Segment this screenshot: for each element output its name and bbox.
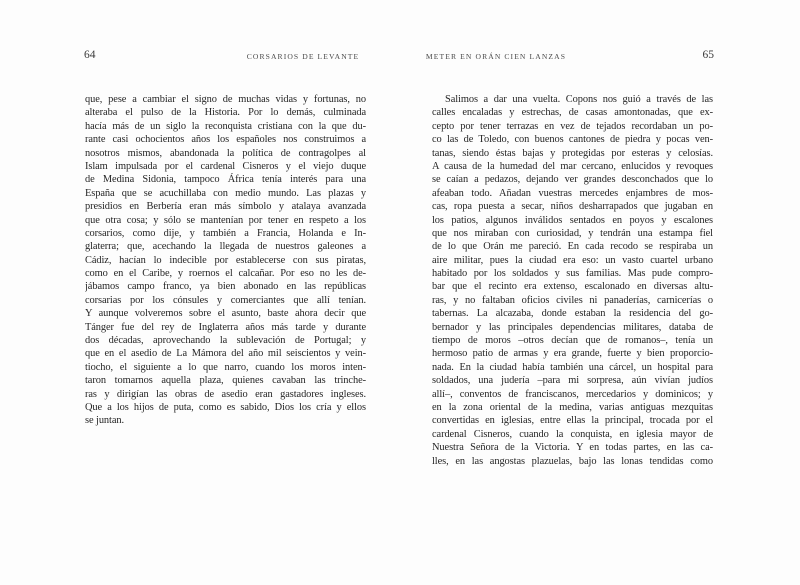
text-line: soldados, una judería –para mi sorpresa, aún vivían judíos — [432, 375, 713, 387]
text-line: se caían a pedazos, dejando ver grandes desconchados que lo — [432, 174, 713, 186]
text-line: habitado por los soldados y sus familias. Mas pude compro- — [432, 268, 713, 280]
text-line: de lo que Orán me pareció. En cada recodo se respiraba un — [432, 241, 713, 253]
text-line: nosotros mismos, abandonada la política de contragolpes al — [85, 147, 366, 159]
text-line: hermoso patio de armas y era grande, fuerte y bien proporcio- — [432, 348, 713, 360]
text-line: tanas, siendo éstas bajas y protegidas por esteras y celosías. — [432, 147, 713, 159]
text-line: que, pese a cambiar el signo de muchas vidas y fortunas, no — [85, 94, 366, 105]
text-line: nada. En la ciudad había también una cárcel, un hospital para — [432, 361, 713, 373]
text-line: calles encaladas y estrechas, de casas amontonadas, que ex- — [432, 107, 713, 119]
text-line: en la zona oriental de la medina, varias antiguas mezquitas — [432, 401, 713, 413]
right-page-text-block — [432, 93, 713, 468]
text-line: Y aunque volveremos sobre el asunto, baste ahora decir que — [85, 308, 366, 320]
page-number-right: 65 — [702, 49, 714, 61]
text-line: A causa de la humedad del mar cercano, enlucidos y revoques — [432, 160, 713, 172]
left-page-text-block — [85, 93, 366, 428]
text-line: bar que el recinto era extenso, escalonado en diversas altu- — [432, 281, 713, 293]
text-line: que nos miraban con curiosidad, y tendrán una estampa fiel — [432, 227, 713, 239]
text-line: co las de Toledo, con buenos cantones de piedra y pocas ven- — [432, 134, 713, 146]
text-line: Salimos a dar una vuelta. Copons nos guió a través de las — [445, 94, 713, 105]
text-line: se juntan. — [85, 415, 125, 427]
text-line: Islam impulsada por el cardenal Cisneros y el viejo duque — [85, 160, 366, 172]
text-line: hacía más de un siglo la reconquista cristiana con la que du- — [85, 120, 366, 132]
text-line: corsarios, como dije, y también a Francia, Holanda e In- — [85, 227, 366, 239]
text-line: afeaban todo. Añadan vuestras mercedes enjambres de mos- — [432, 187, 713, 199]
text-line: allí–, conventos de franciscanos, mercedarios y dominicos; y — [432, 388, 713, 400]
text-line: los patios, algunos inválidos sentados en poyos y escalones — [432, 214, 713, 226]
text-line: que en el asedio de La Mámora del año mil seiscientos y vein- — [85, 348, 366, 360]
text-line: de Medina Sidonia, tampoco África tenía interés para una — [85, 174, 366, 186]
text-line: ras y dirigían las obras de asedio eran gastadores ingleses. — [85, 388, 366, 400]
text-line: aire militar, pues la ciudad era eso: un vasto cuartel urbano — [432, 254, 713, 266]
text-line: dos décadas, aprovechando la sublevación de Portugal; y — [85, 335, 366, 347]
text-line: tabernas. La alcazaba, donde estaban la residencia del go- — [432, 308, 713, 320]
text-line: bernador y las principales dependencias militares, databa de — [432, 321, 713, 333]
running-head-left: CORSARIOS DE LEVANTE — [246, 52, 360, 61]
text-line: Tánger fue del rey de Inglaterra años más tarde y durante — [85, 321, 366, 333]
text-line: Cádiz, hacían lo indecible por establecerse con sus piratas, — [85, 254, 366, 266]
text-line: alteraba el pulso de la Historia. Por lo demás, culminada — [85, 107, 366, 119]
text-line: como en el Caribe, y roernos el calcañar. Por eso no les de- — [85, 268, 366, 280]
text-line: convertidas en iglesias, entre ellas la principal, trocada por el — [432, 415, 713, 427]
text-line: presidios en Berbería eran más símbolo y atalaya avanzada — [85, 201, 366, 213]
text-line: ras, y no faltaban oficios civiles ni panaderías, carnicerías o — [432, 294, 713, 306]
text-line: cardenal Cisneros, cuando la conquista, en iglesia mayor de — [432, 428, 713, 440]
text-line: que otra cosa; y sólo se mantenían por tener en respeto a los — [85, 214, 366, 226]
text-line: glaterra; que, acechando la llegada de nuestros galeones a — [85, 241, 366, 253]
text-line: rante casi ochocientos años los españoles nos construimos a — [85, 134, 366, 146]
text-line: tiempo de moros –otros decían que de romanos–, tenía un — [432, 335, 713, 347]
running-head-right: METER EN ORÁN CIEN LANZAS — [425, 52, 567, 61]
text-line: taron tomarnos aquella plaza, quienes cavaban las trinche- — [85, 375, 366, 387]
text-line: jábamos campo franco, ya bien abonado en las repúblicas — [85, 281, 366, 293]
text-line: España que se acuchillaba con medio mundo. Las plazas y — [85, 187, 366, 199]
page-number-left: 64 — [84, 49, 96, 61]
text-line: cepto por tener terrazas en vez de tejados recordaban un po- — [432, 120, 713, 132]
text-line: Que a los hijos de puta, como es sabido, Dios los cría y ellos — [85, 401, 366, 413]
text-line: cas, ropa puesta a secar, niños desharrapados que jugaban en — [432, 201, 713, 213]
text-line: Nuestra Señora de la Victoria. Y en todas partes, en las ca- — [432, 442, 713, 454]
text-line: tiocho, el siguiente a lo que narro, cuando los moros inten- — [85, 361, 366, 373]
text-line: corsarias por los cónsules y comerciantes que allí tenían. — [85, 294, 366, 306]
text-line: lles, en las angostas plazuelas, bajo las lonas tendidas como — [432, 455, 713, 467]
